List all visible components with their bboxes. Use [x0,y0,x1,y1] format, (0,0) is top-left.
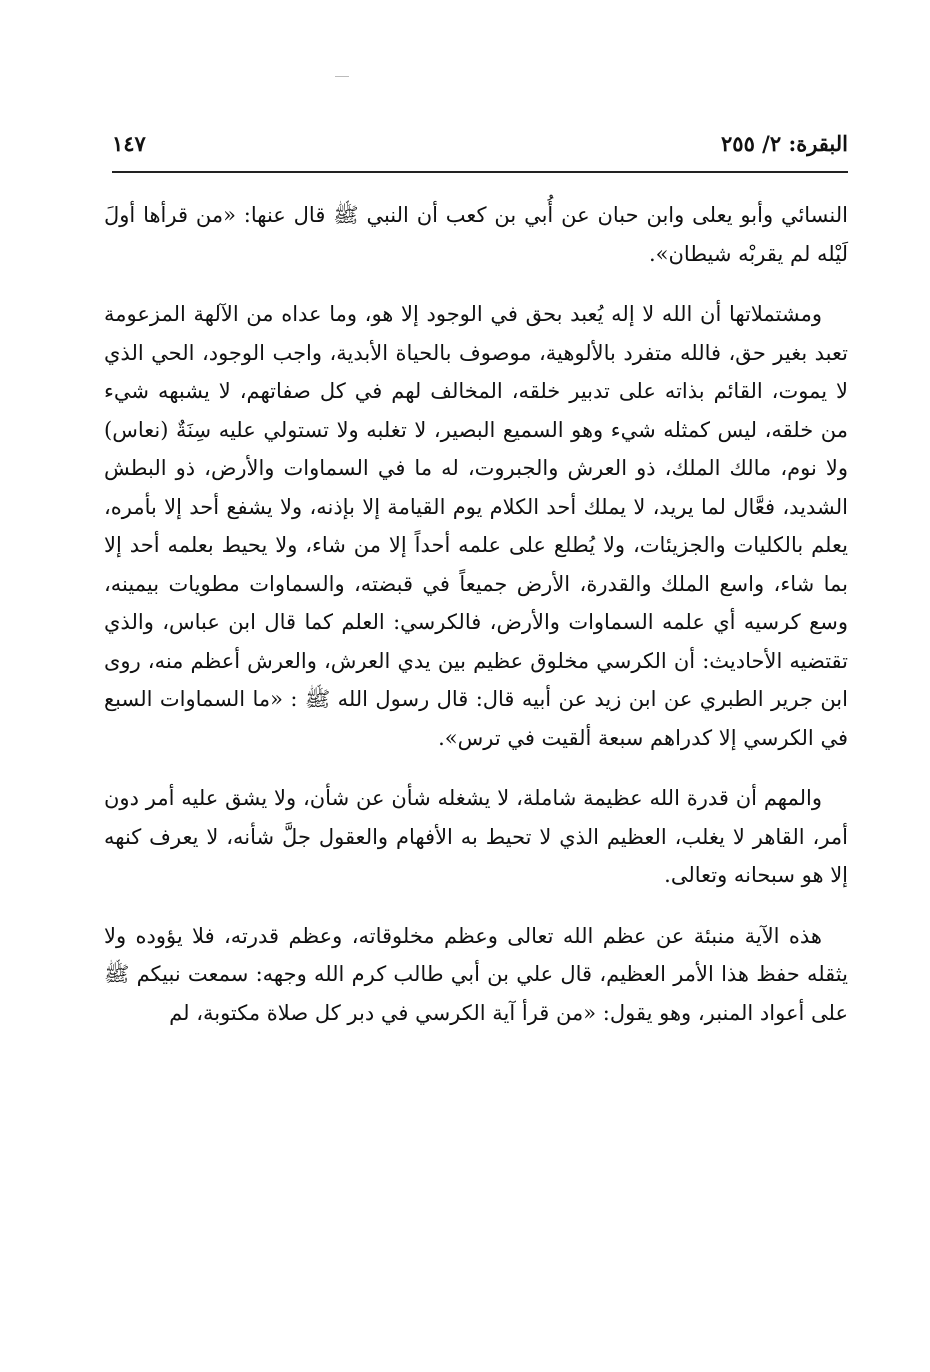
page-number: ١٤٧ [112,131,146,156]
running-header [112,128,848,168]
paragraph-4: هذه الآية منبئة عن عظم الله تعالى وعظم مخلوقاته، وعظم قدرته، فلا يؤوده ولا يثقله حفظ هذا الأمر العظيم، قال علي بن أبي طالب كرم الله وجهه: سمعت نبيكم ﷺ على أعواد المنبر، وهو يقول: «من قرأ آية الكرسي في دبر كل صلاة مكتوبة، لم [104,923,848,1025]
body-text [104,196,848,1054]
paragraph-3: والمهم أن قدرة الله عظيمة شاملة، لا يشغله شأن عن شأن، ولا يشق عليه أمر دون أمر، القاهر لا يغلب، العظيم الذي لا تحيط به الأفهام والعقول جلَّ شأنه، لا يعرف كنهه إلا هو سبحانه وتعالى. [104,786,848,887]
surah-reference: البقرة: ٢/ ٢٥٥ [721,131,848,156]
paragraph-2: ومشتملاتها أن الله لا إله يُعبد بحق في الوجود إلا هو، وما عداه من الآلهة المزعومة تعبد بغير حق، فالله متفرد بالألوهية، موصوف بالحياة الأبدية، واجب الوجود، الحي الذي لا يموت، القائم بذاته على تدبير خلقه، المخالف لهم في كل صفاتهم، لا يشبهه شيء من خلقه، ليس كمثله شيء وهو السميع البصير، لا تغلبه ولا تستولي عليه سِنَةٌ (نعاس) ولا نوم، مالك الملك، ذو العرش والجبروت، له ما في السماوات والأرض، ذو البطش الشديد، فعَّال لما يريد، لا يملك أحد الكلام يوم القيامة إلا بإذنه، ولا يشفع أحد إلا بأمره، يعلم بالكليات والجزيئات، ولا يُطلع على علمه أحداً إلا من شاء، ولا يحيط بعلمه أحد إلا بما شاء، واسع الملك والقدرة، الأرض جميعاً في قبضته، والسماوات مطويات بيمينه، وسع كرسيه أي علمه السماوات والأرض، فالكرسي: العلم كما قال ابن عباس، والذي تقتضيه الأحاديث: أن الكرسي مخلوق عظيم بين يدي العرش، والعرش أعظم منه، روى ابن جرير الطبري عن ابن زيد عن أبيه قال: قال رسول الله ﷺ : «ما السماوات السبع في الكرسي إلا كدراهم سبعة ألقيت في ترس». [104,302,848,750]
header-divider [112,171,848,173]
scan-mark [335,76,349,77]
paragraph-1: النسائي وأبو يعلى وابن حبان عن أُبي بن كعب أن النبي ﷺ قال عنها: «من قرأها أولَ لَيْله لم يقربْه شيطان». [104,203,848,266]
